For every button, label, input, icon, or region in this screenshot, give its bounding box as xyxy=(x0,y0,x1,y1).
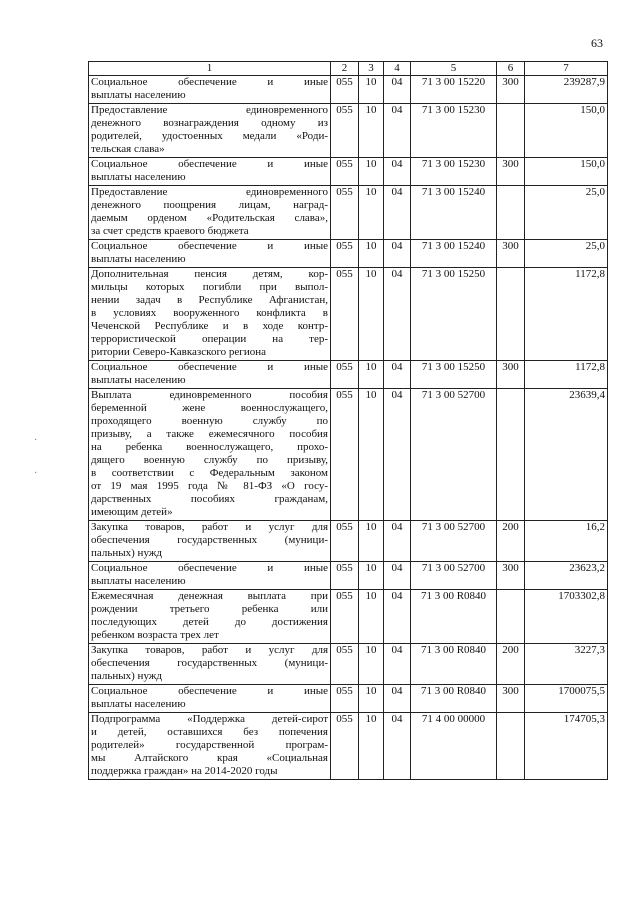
row-name-line: родителей» государственной програм- xyxy=(91,739,328,751)
row-name-line: террористической операции на тер- xyxy=(91,333,328,345)
row-name-cell xyxy=(89,186,331,240)
row-name-line: выплаты населению xyxy=(91,171,186,183)
table-row xyxy=(89,562,608,590)
table-row xyxy=(89,186,608,240)
scan-speck: · xyxy=(34,435,38,446)
table-row xyxy=(89,389,608,521)
section-cell: 10 xyxy=(359,361,384,389)
row-name-line: Выплата единовременного пособия xyxy=(91,389,328,401)
row-name-line: имеющим детей» xyxy=(91,506,173,518)
row-name-cell xyxy=(89,104,331,158)
row-name-line: в условиях вооруженного конфликта в xyxy=(91,307,328,319)
expense-type-cell xyxy=(497,389,525,521)
subsection-cell: 04 xyxy=(384,268,411,361)
section-cell: 10 xyxy=(359,104,384,158)
section-cell: 10 xyxy=(359,644,384,685)
target-article-cell: 71 3 00 15240 xyxy=(411,186,497,240)
row-name-line: выплаты населению xyxy=(91,253,186,265)
subsection-cell: 04 xyxy=(384,186,411,240)
subsection-cell: 04 xyxy=(384,590,411,644)
page-number: 63 xyxy=(591,36,603,50)
row-name-line: обеспечения государственных (муници- xyxy=(91,657,328,669)
expense-type-cell: 300 xyxy=(497,361,525,389)
row-name-line: пальных) нужд xyxy=(91,670,163,682)
table-row xyxy=(89,590,608,644)
row-name-cell xyxy=(89,521,331,562)
target-article-cell: 71 3 00 R0840 xyxy=(411,590,497,644)
row-name-line: ритории Северо-Кавказского региона xyxy=(91,346,266,358)
expense-type-cell: 300 xyxy=(497,158,525,186)
admin-code-cell: 055 xyxy=(331,644,359,685)
amount-cell: 25,0 xyxy=(525,186,608,240)
target-article-cell: 71 3 00 15250 xyxy=(411,268,497,361)
row-name-line: дарственных пособиях гражданам, xyxy=(91,493,328,505)
scan-speck: · xyxy=(34,468,38,479)
admin-code-cell: 055 xyxy=(331,76,359,104)
table-row xyxy=(89,521,608,562)
admin-code-cell: 055 xyxy=(331,389,359,521)
column-number-row xyxy=(89,62,608,76)
target-article-cell: 71 3 00 R0840 xyxy=(411,685,497,713)
row-name-cell xyxy=(89,158,331,186)
row-name-cell xyxy=(89,389,331,521)
table-row xyxy=(89,713,608,780)
row-name-line: Социальное обеспечение и иные xyxy=(91,685,328,697)
expense-type-cell xyxy=(497,186,525,240)
column-number: 2 xyxy=(331,62,359,76)
amount-cell: 25,0 xyxy=(525,240,608,268)
target-article-cell: 71 3 00 15250 xyxy=(411,361,497,389)
row-name-line: беременной жене военнослужащего, xyxy=(91,402,328,414)
row-name-cell xyxy=(89,240,331,268)
expense-type-cell: 300 xyxy=(497,240,525,268)
row-name-cell xyxy=(89,713,331,780)
expense-type-cell xyxy=(497,268,525,361)
amount-cell: 23639,4 xyxy=(525,389,608,521)
amount-cell: 1700075,5 xyxy=(525,685,608,713)
row-name-line: Социальное обеспечение и иные xyxy=(91,562,328,574)
row-name-line: Социальное обеспечение и иные xyxy=(91,158,328,170)
row-name-cell xyxy=(89,590,331,644)
amount-cell: 3227,3 xyxy=(525,644,608,685)
row-name-line: Чеченской Республике и в ходе контр- xyxy=(91,320,328,332)
admin-code-cell: 055 xyxy=(331,562,359,590)
subsection-cell: 04 xyxy=(384,562,411,590)
row-name-line: денежного поощрения лицам, наград- xyxy=(91,199,328,211)
admin-code-cell: 055 xyxy=(331,240,359,268)
section-cell: 10 xyxy=(359,389,384,521)
row-name-line: проходящего военную службу по xyxy=(91,415,328,427)
row-name-line: Предоставление единовременного xyxy=(91,104,328,116)
row-name-line: Предоставление единовременного xyxy=(91,186,328,198)
section-cell: 10 xyxy=(359,685,384,713)
amount-cell: 239287,9 xyxy=(525,76,608,104)
table-row xyxy=(89,685,608,713)
row-name-line: от 19 мая 1995 года № 81-ФЗ «О госу- xyxy=(91,480,328,492)
section-cell: 10 xyxy=(359,158,384,186)
row-name-line: и детей, оставшихся без попечения xyxy=(91,726,328,738)
row-name-line: последующих детей до достижения xyxy=(91,616,328,628)
expense-type-cell xyxy=(497,713,525,780)
row-name-line: Социальное обеспечение и иные xyxy=(91,76,328,88)
amount-cell: 1172,8 xyxy=(525,361,608,389)
subsection-cell: 04 xyxy=(384,361,411,389)
admin-code-cell: 055 xyxy=(331,713,359,780)
admin-code-cell: 055 xyxy=(331,186,359,240)
row-name-line: рождении третьего ребенка или xyxy=(91,603,328,615)
subsection-cell: 04 xyxy=(384,685,411,713)
target-article-cell: 71 3 00 R0840 xyxy=(411,644,497,685)
row-name-cell xyxy=(89,76,331,104)
target-article-cell: 71 3 00 15230 xyxy=(411,104,497,158)
target-article-cell: 71 3 00 52700 xyxy=(411,562,497,590)
table-row xyxy=(89,104,608,158)
subsection-cell: 04 xyxy=(384,644,411,685)
admin-code-cell: 055 xyxy=(331,521,359,562)
subsection-cell: 04 xyxy=(384,521,411,562)
row-name-line: выплаты населению xyxy=(91,89,186,101)
expense-type-cell: 200 xyxy=(497,644,525,685)
section-cell: 10 xyxy=(359,268,384,361)
column-number: 4 xyxy=(384,62,411,76)
section-cell: 10 xyxy=(359,562,384,590)
column-number: 5 xyxy=(411,62,497,76)
row-name-line: ребенком возраста трех лет xyxy=(91,629,219,641)
target-article-cell: 71 3 00 52700 xyxy=(411,389,497,521)
subsection-cell: 04 xyxy=(384,240,411,268)
amount-cell: 1172,8 xyxy=(525,268,608,361)
table-row xyxy=(89,76,608,104)
row-name-line: тельская слава» xyxy=(91,143,165,155)
row-name-cell xyxy=(89,685,331,713)
row-name-line: родителей, удостоенных медали «Роди- xyxy=(91,130,328,142)
row-name-line: денежного вознаграждения одному из xyxy=(91,117,328,129)
row-name-line: за счет средств краевого бюджета xyxy=(91,225,249,237)
row-name-line: пальных) нужд xyxy=(91,547,163,559)
row-name-line: дящего военную службу по призыву, xyxy=(91,454,328,466)
row-name-line: даемым орденом «Родительская слава», xyxy=(91,212,328,224)
row-name-line: Ежемесячная денежная выплата при xyxy=(91,590,328,602)
subsection-cell: 04 xyxy=(384,713,411,780)
budget-table xyxy=(88,61,608,780)
row-name-cell xyxy=(89,268,331,361)
expense-type-cell: 300 xyxy=(497,76,525,104)
admin-code-cell: 055 xyxy=(331,268,359,361)
row-name-cell xyxy=(89,562,331,590)
target-article-cell: 71 3 00 15230 xyxy=(411,158,497,186)
row-name-line: Подпрограмма «Поддержка детей-сирот xyxy=(91,713,328,725)
table-row xyxy=(89,240,608,268)
column-number: 3 xyxy=(359,62,384,76)
amount-cell: 174705,3 xyxy=(525,713,608,780)
row-name-line: Социальное обеспечение и иные xyxy=(91,240,328,252)
table-row xyxy=(89,268,608,361)
row-name-cell xyxy=(89,361,331,389)
subsection-cell: 04 xyxy=(384,104,411,158)
row-name-line: выплаты населению xyxy=(91,374,186,386)
admin-code-cell: 055 xyxy=(331,361,359,389)
expense-type-cell xyxy=(497,590,525,644)
subsection-cell: 04 xyxy=(384,389,411,521)
row-name-line: нении задач в Республике Афганистан, xyxy=(91,294,328,306)
row-name-line: мильцы которых погибли при выпол- xyxy=(91,281,328,293)
row-name-line: выплаты населению xyxy=(91,698,186,710)
column-number: 6 xyxy=(497,62,525,76)
admin-code-cell: 055 xyxy=(331,590,359,644)
target-article-cell: 71 4 00 00000 xyxy=(411,713,497,780)
row-name-line: призыву, а также ежемесячного пособия xyxy=(91,428,328,440)
amount-cell: 1703302,8 xyxy=(525,590,608,644)
expense-type-cell: 300 xyxy=(497,562,525,590)
expense-type-cell xyxy=(497,104,525,158)
column-number: 1 xyxy=(89,62,331,76)
target-article-cell: 71 3 00 52700 xyxy=(411,521,497,562)
table-row xyxy=(89,644,608,685)
subsection-cell: 04 xyxy=(384,158,411,186)
admin-code-cell: 055 xyxy=(331,685,359,713)
table-row xyxy=(89,158,608,186)
section-cell: 10 xyxy=(359,521,384,562)
section-cell: 10 xyxy=(359,186,384,240)
expense-type-cell: 200 xyxy=(497,521,525,562)
row-name-line: в соответствии с Федеральным законом xyxy=(91,467,328,479)
amount-cell: 150,0 xyxy=(525,104,608,158)
row-name-line: поддержка граждан» на 2014-2020 годы xyxy=(91,765,278,777)
row-name-line: выплаты населению xyxy=(91,575,186,587)
row-name-line: на ребенка военнослужащего, прохо- xyxy=(91,441,328,453)
row-name-cell xyxy=(89,644,331,685)
row-name-line: обеспечения государственных (муници- xyxy=(91,534,328,546)
column-number: 7 xyxy=(525,62,608,76)
section-cell: 10 xyxy=(359,590,384,644)
amount-cell: 150,0 xyxy=(525,158,608,186)
section-cell: 10 xyxy=(359,76,384,104)
row-name-line: Закупка товаров, работ и услуг для xyxy=(91,521,328,533)
table-row xyxy=(89,361,608,389)
row-name-line: мы Алтайского края «Социальная xyxy=(91,752,328,764)
amount-cell: 16,2 xyxy=(525,521,608,562)
amount-cell: 23623,2 xyxy=(525,562,608,590)
row-name-line: Социальное обеспечение и иные xyxy=(91,361,328,373)
admin-code-cell: 055 xyxy=(331,104,359,158)
subsection-cell: 04 xyxy=(384,76,411,104)
admin-code-cell: 055 xyxy=(331,158,359,186)
section-cell: 10 xyxy=(359,240,384,268)
section-cell: 10 xyxy=(359,713,384,780)
target-article-cell: 71 3 00 15220 xyxy=(411,76,497,104)
row-name-line: Закупка товаров, работ и услуг для xyxy=(91,644,328,656)
target-article-cell: 71 3 00 15240 xyxy=(411,240,497,268)
row-name-line: Дополнительная пенсия детям, кор- xyxy=(91,268,328,280)
expense-type-cell: 300 xyxy=(497,685,525,713)
